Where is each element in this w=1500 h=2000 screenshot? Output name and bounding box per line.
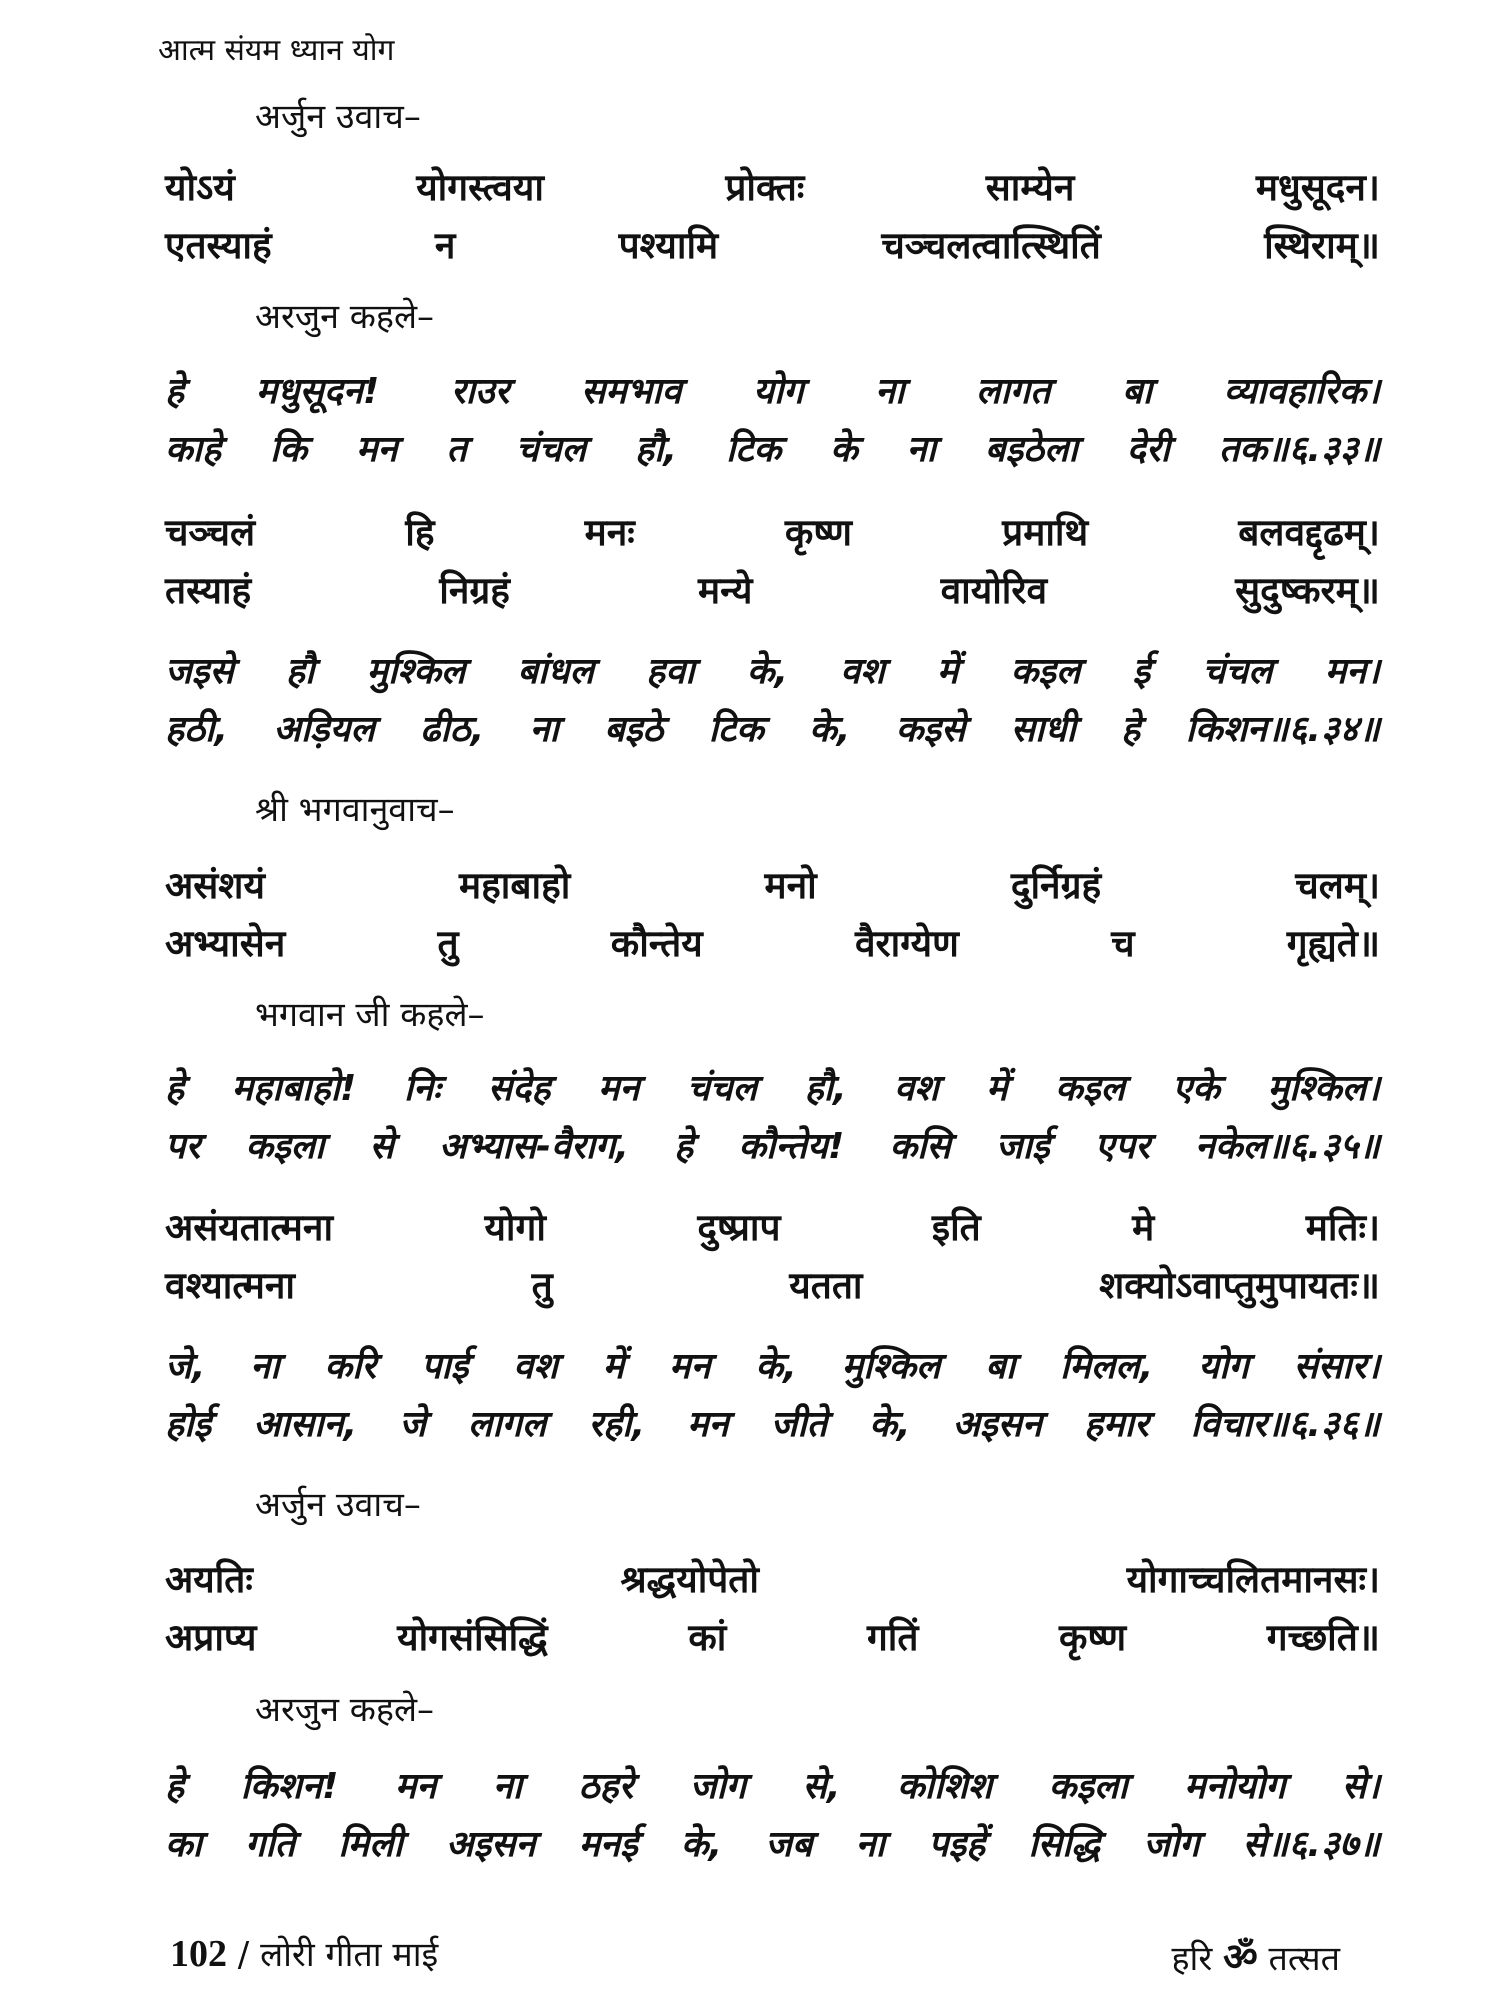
- footer-right: [1171, 1930, 1340, 1982]
- footer-tatsat: तत्सत: [1257, 1939, 1340, 1979]
- translation-line: हे महाबाहो! निः संदेह मन चंचल हौ, वश में कइल एके मुश्किल।: [165, 1068, 1380, 1109]
- speaker-heading: अर्जुन उवाच–: [255, 97, 421, 137]
- speaker-heading: अरजुन कहले–: [255, 297, 435, 337]
- shloka-line: अयतिः श्रद्धयोपेतो योगाच्चलितमानसः।: [165, 1558, 1380, 1601]
- shloka-line: वश्यात्मना तु यतता शक्योऽवाप्तुमुपायतः॥: [165, 1264, 1380, 1307]
- translation-line: काहे कि मन त चंचल हौ, टिक के ना बइठेला देरी तक॥६.३३॥: [165, 429, 1380, 470]
- shloka-line: योऽयं योगस्त्वया प्रोक्तः साम्येन मधुसूदन।: [165, 166, 1380, 209]
- translation-line: का गति मिली अइसन मनई के, जब ना पइहें सिद्धि जोग से॥६.३७॥: [165, 1824, 1380, 1865]
- translation-line: जे, ना करि पाई वश में मन के, मुश्किल बा मिलल, योग संसार।: [165, 1346, 1380, 1387]
- footer-separator: /: [227, 1935, 261, 1975]
- translation-line: होई आसान, जे लागल रही, मन जीते के, अइसन हमार विचार॥६.३६॥: [165, 1404, 1380, 1445]
- speaker-heading: श्री भगवानुवाच–: [255, 790, 455, 830]
- translation-line: हे किशन! मन ना ठहरे जोग से, कोशिश कइला मनोयोग से।: [165, 1766, 1380, 1807]
- shloka-line: तस्याहं निग्रहं मन्ये वायोरिव सुदुष्करम्॥: [165, 569, 1380, 612]
- book-title: लोरी गीता माई: [260, 1935, 439, 1975]
- shloka-line: असंशयं महाबाहो मनो दुर्निग्रहं चलम्।: [165, 864, 1380, 907]
- translation-line: हठी, अड़ियल ढीठ, ना बइठे टिक के, कइसे साधी हे किशन॥६.३४॥: [165, 709, 1380, 750]
- shloka-line: एतस्याहं न पश्यामि चञ्चलत्वात्स्थितिं स्थिराम्॥: [165, 224, 1380, 267]
- shloka-line: असंयतात्मना योगो दुष्प्राप इति मे मतिः।: [165, 1206, 1380, 1249]
- shloka-line: अभ्यासेन तु कौन्तेय वैराग्येण च गृह्यते॥: [165, 922, 1380, 965]
- speaker-heading: अरजुन कहले–: [255, 1690, 435, 1730]
- shloka-line: चञ्चलं हि मनः कृष्ण प्रमाथि बलवद्दृढम्।: [165, 511, 1380, 554]
- shloka-line: अप्राप्य योगसंसिद्धिं कां गतिं कृष्ण गच्छति॥: [165, 1616, 1380, 1659]
- speaker-heading: भगवान जी कहले–: [255, 995, 485, 1035]
- footer-hari: हरि: [1171, 1939, 1224, 1979]
- translation-line: जइसे हौ मुश्किल बांधल हवा के, वश में कइल ई चंचल मन।: [165, 651, 1380, 692]
- footer-left: [170, 1930, 438, 1976]
- translation-line: हे मधुसूदन! राउर समभाव योग ना लागत बा व्यावहारिक।: [165, 371, 1380, 412]
- om-symbol: ॐ: [1223, 1935, 1258, 1979]
- speaker-heading: अर्जुन उवाच–: [255, 1485, 421, 1525]
- page-number: 102: [170, 1933, 227, 1975]
- translation-line: पर कइला से अभ्यास-वैराग, हे कौन्तेय! कसि जाई एपर नकेल॥६.३५॥: [165, 1126, 1380, 1167]
- running-head: आत्म संयम ध्यान योग: [158, 33, 395, 68]
